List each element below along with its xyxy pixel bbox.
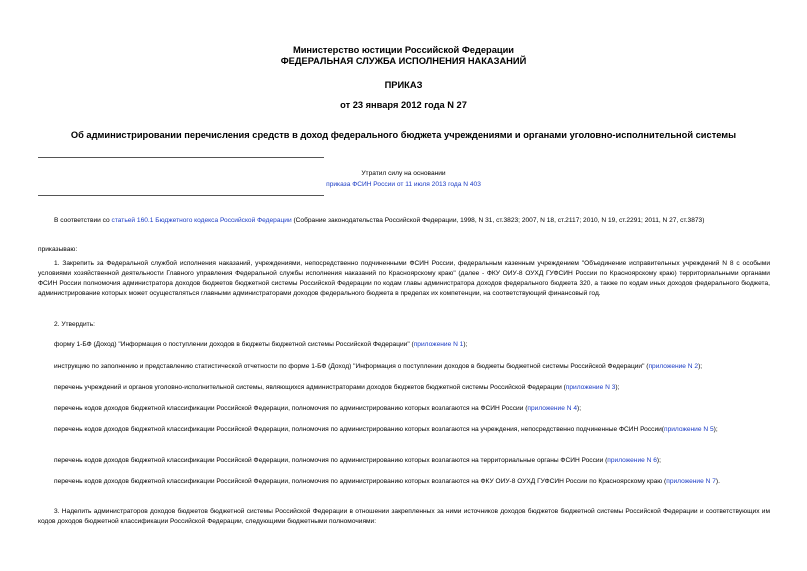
list-item-text: перечень кодов доходов бюджетной классификации Российской Федерации, полномочия по администрированию которых возлагаются на территориальные органы ФСИН России ( — [54, 457, 608, 464]
list-item-text: перечень кодов доходов бюджетной классификации Российской Федерации, полномочия по администрированию которых возлагаются на ФКУ ОИУ-8 ОУХД ГУФСИН России по Красноярскому краю ( — [54, 478, 667, 485]
list-item — [38, 425, 770, 435]
appendix-2-link[interactable]: приложение N 2 — [648, 363, 699, 370]
list-item — [38, 340, 770, 350]
list-item-tail: ). — [715, 478, 720, 485]
document-date: от 23 января 2012 года N 27 — [340, 100, 467, 110]
service-name: ФЕДЕРАЛЬНАЯ СЛУЖБА ИСПОЛНЕНИЯ НАКАЗАНИЙ — [280, 56, 527, 66]
paragraph-1: 1. Закрепить за Федеральной службой исполнения наказаний, учреждениями, непосредственно подчиненными ФСИН России, федеральным казенным учреждением "Объединение исправительных учреждений N 8 с особыми условиями хозяйственной деятельности Главного управления Федеральной службы исполнения наказаний по Красноярскому краю" (далее - ФКУ ОИУ-8 ОУХД ГУФСИН России по Красноярскому краю) территориальными органами ФСИН России полномочия администратора доходов бюджетов бюджетной системы Российской Федерации по кодам главы администратора доходов федерального бюджета 320, а также по кодам иных доходов федерального бюджета, администрирование которых может осуществляться главными администраторами доходов федерального бюджета в пределах их компетенции, на соответствующий финансовый год. — [38, 260, 770, 297]
list-item-tail: ); — [656, 457, 661, 464]
list-item-tail: ); — [698, 363, 703, 370]
list-item-tail: ); — [463, 341, 468, 348]
paragraph-3: 3. Наделить администраторов доходов бюджетов бюджетной системы Российской Федерации в отношении закрепленных за ними источников доходов бюджетов бюджетной системы Российской Федерации и соответствующих им кодов доходов бюджетной классификации Российской Федерации, следующими бюджетными полномочиями: — [38, 508, 770, 525]
preamble — [38, 216, 770, 226]
list-item-text: форму 1-БФ (Доход) "Информация о поступлении доходов в бюджеты бюджетной системы Российской Федерации" ( — [54, 341, 414, 348]
list-item-tail: ); — [713, 426, 718, 433]
paragraph-2: 2. Утвердить: — [54, 321, 95, 328]
appendix-1-link[interactable]: приложение N 1 — [413, 341, 464, 348]
appendix-3-link[interactable]: приложение N 3 — [565, 384, 616, 391]
list-item — [38, 362, 770, 372]
list-item-text: перечень учреждений и органов уголовно-исполнительной системы, являющихся администраторами доходов бюджетов бюджетной системы Российской Федерации ( — [54, 384, 566, 391]
list-item-tail: ); — [577, 405, 582, 412]
divider-top — [38, 157, 324, 158]
list-item — [38, 404, 770, 414]
list-item — [38, 477, 770, 487]
preamble-text-end: (Собрание законодательства Российской Федерации, 1998, N 31, ст.3823; 2007, N 18, ст.2117; 2010, N 19, ст.2291; 2011, N 27, ст.3873) — [291, 217, 705, 224]
appendix-5-link[interactable]: приложение N 5 — [664, 426, 714, 433]
status-note: Утратил силу на основании — [361, 170, 446, 177]
list-item — [38, 456, 770, 466]
list-item-text: перечень кодов доходов бюджетной классификации Российской Федерации, полномочия по администрированию которых возлагаются на учреждения, непосредственно подчиненные ФСИН России( — [54, 426, 665, 433]
budget-code-link[interactable]: статьей 160.1 Бюджетного кодекса Российской Федерации — [111, 217, 292, 224]
order-word: приказываю: — [38, 246, 78, 253]
document-type: ПРИКАЗ — [384, 80, 423, 90]
ministry-name: Министерство юстиции Российской Федерации — [292, 45, 515, 55]
appendix-6-link[interactable]: приложение N 6 — [607, 457, 657, 464]
preamble-text-start: В соответствии со — [54, 217, 112, 224]
list-item-tail: ); — [615, 384, 620, 391]
list-item-text: перечень кодов доходов бюджетной классификации Российской Федерации, полномочия по администрированию которых возлагаются на ФСИН России ( — [54, 405, 528, 412]
appendix-7-link[interactable]: приложение N 7 — [666, 478, 716, 485]
divider-bottom — [38, 195, 324, 196]
list-item-text: инструкцию по заполнению и представлению статистической отчетности по форме 1-БФ (Доход) "Информация о поступлении доходов в бюджеты бюджетной системы Российской Федерации" ( — [54, 363, 649, 370]
repeal-order-link[interactable]: приказа ФСИН России от 11 июля 2013 года N 403 — [326, 181, 481, 188]
appendix-4-link[interactable]: приложение N 4 — [527, 405, 578, 412]
list-item — [38, 383, 770, 393]
document-title: Об администрировании перечисления средств в доход федерального бюджета учреждениями и органами уголовно-исполнительной системы — [70, 130, 737, 140]
